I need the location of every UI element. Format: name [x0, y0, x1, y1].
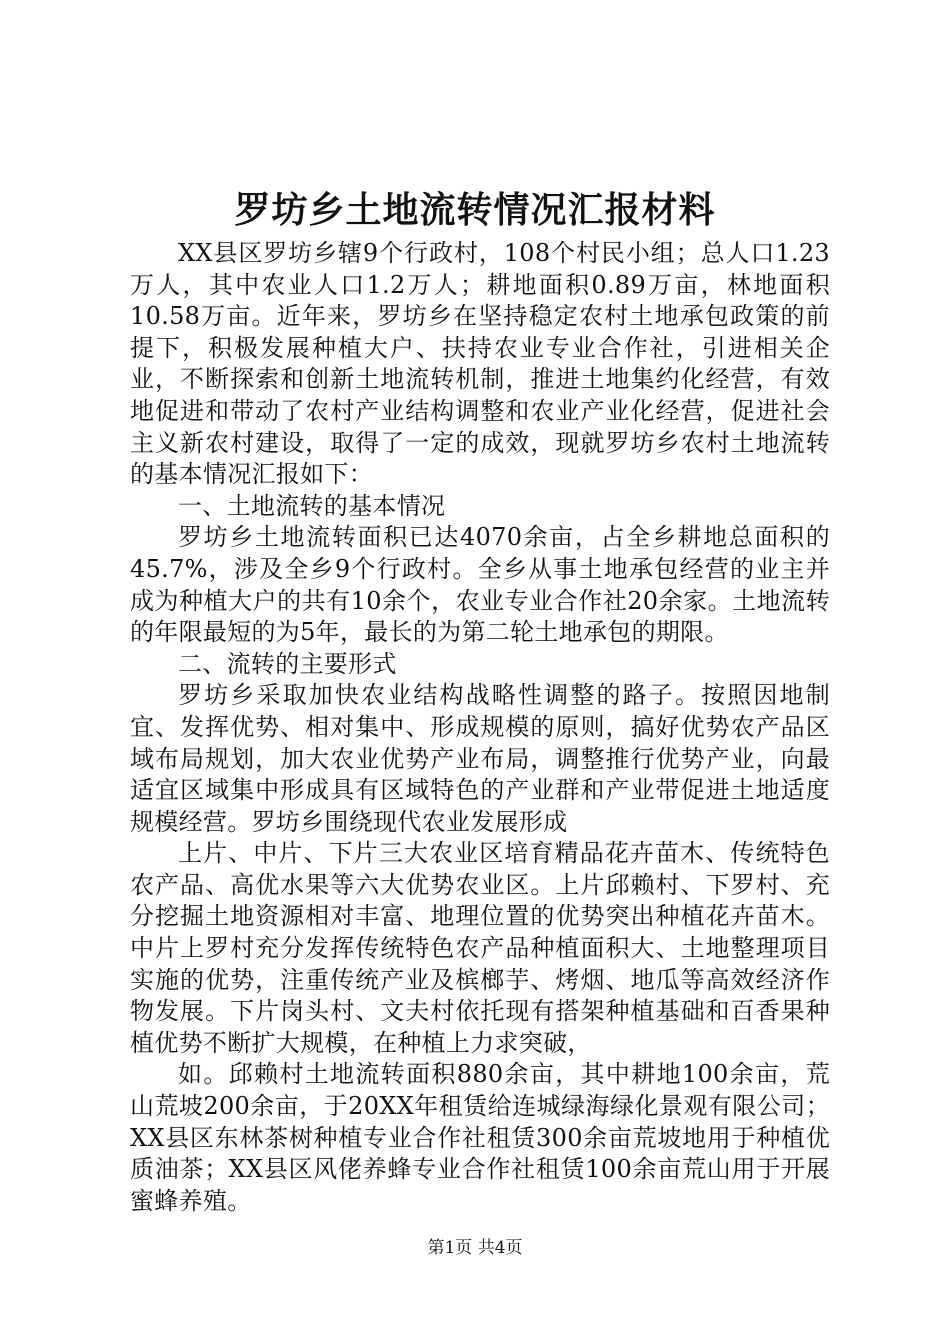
paragraph-examples: 如。邱赖村土地流转面积880余亩，其中耕地100余亩，荒山荒坡200余亩，于20XX年租赁给连城绿海绿化景观有限公司；XX县区东林茶树种植专业合作社租赁300余亩荒坡地用于种植优质油茶；XX县区风佬养蜂专业合作社租赁100余亩荒山用于开展蜜蜂养殖。	[130, 1060, 830, 1215]
paragraph-main-forms: 罗坊乡采取加快农业结构战略性调整的路子。按照因地制宜、发挥优势、相对集中、形成规模的原则，搞好优势农产品区域布局规划，加大农业优势产业布局，调整推行优势产业，向最适宜区域集中形成具有区域特色的产业群和产业带促进土地适度规模经营。罗坊乡围绕现代农业发展形成	[130, 681, 830, 836]
section-heading-1: 一、土地流转的基本情况	[178, 491, 446, 520]
paragraph-basic-situation: 罗坊乡土地流转面积已达4070余亩，占全乡耕地总面积的45.7%，涉及全乡9个行政村。全乡从事土地承包经营的业主并成为种植大户的共有10余个，农业专业合作社20余家。土地流转的年限最短的为5年，最长的为第二轮土地承包的期限。	[130, 523, 830, 647]
paragraph-intro: XX县区罗坊乡辖9个行政村，108个村民小组；总人口1.23万人，其中农业人口1.2万人；耕地面积0.89万亩，林地面积10.58万亩。近年来，罗坊乡在坚持稳定农村土地承包政策的前提下，积极发展种植大户、扶持农业专业合作社，引进相关企业，不断探索和创新土地流转机制，推进土地集约化经营，有效地促进和带动了农村产业结构调整和农业产业化经营，促进社会主义新农村建设，取得了一定的成效，现就罗坊乡农村土地流转的基本情况汇报如下：	[130, 239, 830, 489]
paragraph-three-zones: 上片、中片、下片三大农业区培育精品花卉苗木、传统特色农产品、高优水果等六大优势农业区。上片邱赖村、下罗村、充分挖掘土地资源相对丰富、地理位置的优势突出种植花卉苗木。中片上罗村充分发挥传统特色农产品种植面积大、土地整理项目实施的优势，注重传统产业及槟榔芋、烤烟、地瓜等高效经济作物发展。下片岗头村、文夫村依托现有搭架种植基础和百香果种植优势不断扩大规模，在种植上力求突破，	[130, 839, 830, 1057]
page-number-footer: 第1页 共4页	[427, 1238, 523, 1258]
document-title: 罗坊乡土地流转情况汇报材料	[234, 189, 716, 231]
section-heading-2: 二、流转的主要形式	[178, 649, 397, 678]
document-body	[130, 238, 830, 1217]
